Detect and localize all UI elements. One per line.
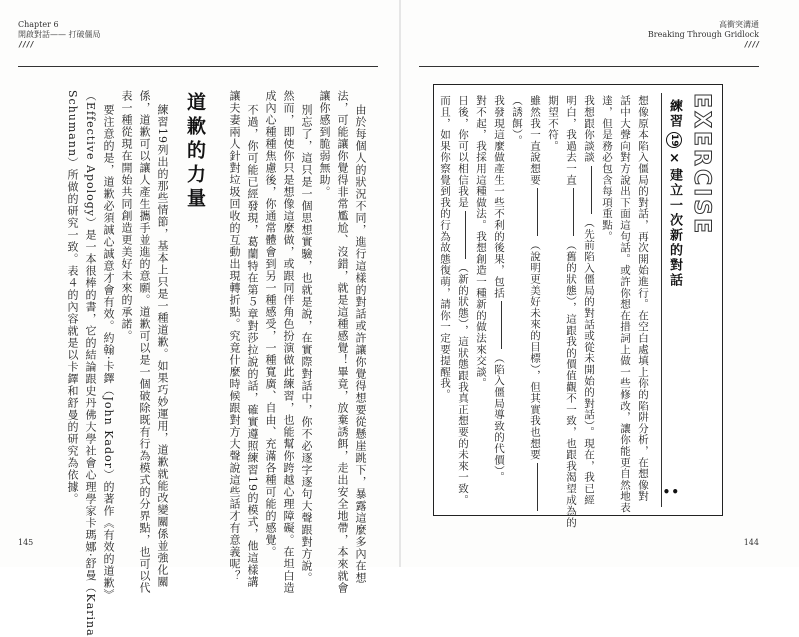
exercise-line: 對不起，我採用這種做法。我想創造一種新的做法來交談。 (475, 95, 487, 389)
body-column: 由於每個人的狀況不同，進行這樣的對話或許讓你覺得想要從懸崖跳下，暴露這麼多內在想 (354, 104, 367, 584)
right-page (401, 0, 799, 567)
exercise-end-marker: •• (662, 485, 680, 499)
header-rule (18, 66, 378, 67)
book-title: 高衝突溝通 (719, 20, 759, 29)
exercise-separator: × (667, 151, 682, 168)
header-slash-ornament: //// (743, 40, 759, 49)
exercise-label: EXERCISE (689, 93, 714, 237)
exercise-line: 我想跟你談談（先前陷入僵局的對話或從未開始的對話）。現在，我已經 (583, 95, 595, 506)
header-rule (419, 66, 759, 67)
section-title: 道歉的力量 (184, 92, 206, 212)
body-column: 表一種從現在開始共同創造更美好未來的承諾。 (120, 90, 133, 342)
fill-in-blank[interactable] (537, 463, 539, 511)
body-column: 法，可能讓你覺得非常尷尬、沒錯，就是這種感覺！畢竟，放棄誘餌，走出安全地帶，本來就會 (336, 90, 349, 594)
book-title-english: Breaking Through Gridlock (647, 30, 759, 39)
page-number: 145 (18, 538, 34, 547)
exercise-box (433, 84, 723, 528)
fill-in-blank[interactable] (591, 166, 593, 214)
exercise-line: 達，但是務必包含每項重點。 (601, 95, 613, 242)
running-header-left (18, 20, 101, 50)
chapter-title: 開啟對話—— 打破僵局 (18, 30, 101, 39)
body-column: 要注意的是，道歉必須誠心誠意才會有效。約翰·卡鐸（John Kador）的著作《有效的道歉》 (102, 104, 115, 601)
fill-in-blank[interactable] (465, 211, 467, 259)
header-slash-ornament: //// (18, 40, 34, 49)
exercise-line: 期望不符。 (547, 95, 559, 152)
exercise-line: 日後，你可以相信我是（新的狀態），這狀態跟我真正想要的未來一致。 (457, 95, 469, 506)
body-column: 不過，你可能已經發現，葛蘭特在第５章對莎拉說的話，確實遵照練習19的模式，他這樣講 (246, 104, 259, 588)
chapter-label: Chapter 6 (18, 20, 59, 29)
body-column: Schumann）所做的研究一致。表４的內容就是以卡鐸和舒曼的研究為依據。 (66, 90, 79, 506)
exercise-heading: 建立一次新的對話 (667, 168, 682, 288)
exercise-line: （誘餌）。 (511, 95, 523, 147)
body-column: 練習19列出的那些情節，基本上只是一種道歉。如果巧妙運用，道歉就能改變關係並強化關 (156, 104, 169, 588)
body-column: 別忘了，這只是一個思想實驗，也就是說，在實際對話中，你不必逐字逐句大聲跟對方說。 (300, 104, 313, 584)
running-header-right (648, 20, 759, 50)
exercise-line: 而且，如果你察覺到我的行為故態復萌，請你一定要提醒我。 (439, 95, 451, 401)
page-number: 144 (743, 538, 759, 547)
left-page (0, 0, 399, 637)
exercise-divider (661, 93, 662, 507)
body-column: 成內心種種焦慮後，你通常體會到另一種感受，一種寬廣、自由、充滿各種可能的感覺。 (264, 90, 277, 558)
exercise-number-badge: 19 (666, 132, 682, 148)
body-column: 讓夫妻兩人針對垃圾回收的互動出現轉折點。究竟什麼時候跟對方大聲說這些話才有意義呢？ (228, 90, 241, 582)
exercise-line: 明白，我過去一直（舊的狀態），這跟我的價值觀不一致，也跟我渴望成為的 (565, 95, 577, 528)
exercise-practice-label: 練習 (667, 99, 682, 129)
fill-in-blank[interactable] (537, 188, 539, 236)
body-column: （Effective Apology）是一本很棒的書，它的結論跟史丹佛大學社會心理學家卡瑪娜·舒曼（Karina (84, 90, 97, 637)
exercise-line: 雖然我一直說想要（說明更美好未來的目標），但其實我也想要 (526, 95, 544, 514)
exercise-line: 我發現這麼做產生一些不利的後果，包括（陷入僵局導致的代價）。 (493, 95, 505, 483)
body-column: 係，道歉可以讓人產生攜手並進的意願。道歉可以是一個破除既有行為模式的分界點，也可以代 (138, 90, 151, 594)
fill-in-blank[interactable] (501, 301, 503, 349)
fill-in-blank[interactable] (573, 188, 575, 236)
exercise-title (665, 99, 684, 288)
body-column: 讓你感到脆弱無助。 (318, 90, 331, 198)
exercise-line: 話中大聲向對方說出下面這句話。或許你想在措詞上做一些修改，讓你能更自然地表 (619, 95, 631, 514)
body-column: 然而，即使你只是想像這麼做，或跟同伴角色扮演做此練習，也能幫你跨越心理障礙。在坦白造 (282, 90, 295, 594)
exercise-line: 想像原本陷入僵局的對話，再次開始進行。在空白處填上你的陷阱分析，在想像對 (637, 95, 649, 502)
